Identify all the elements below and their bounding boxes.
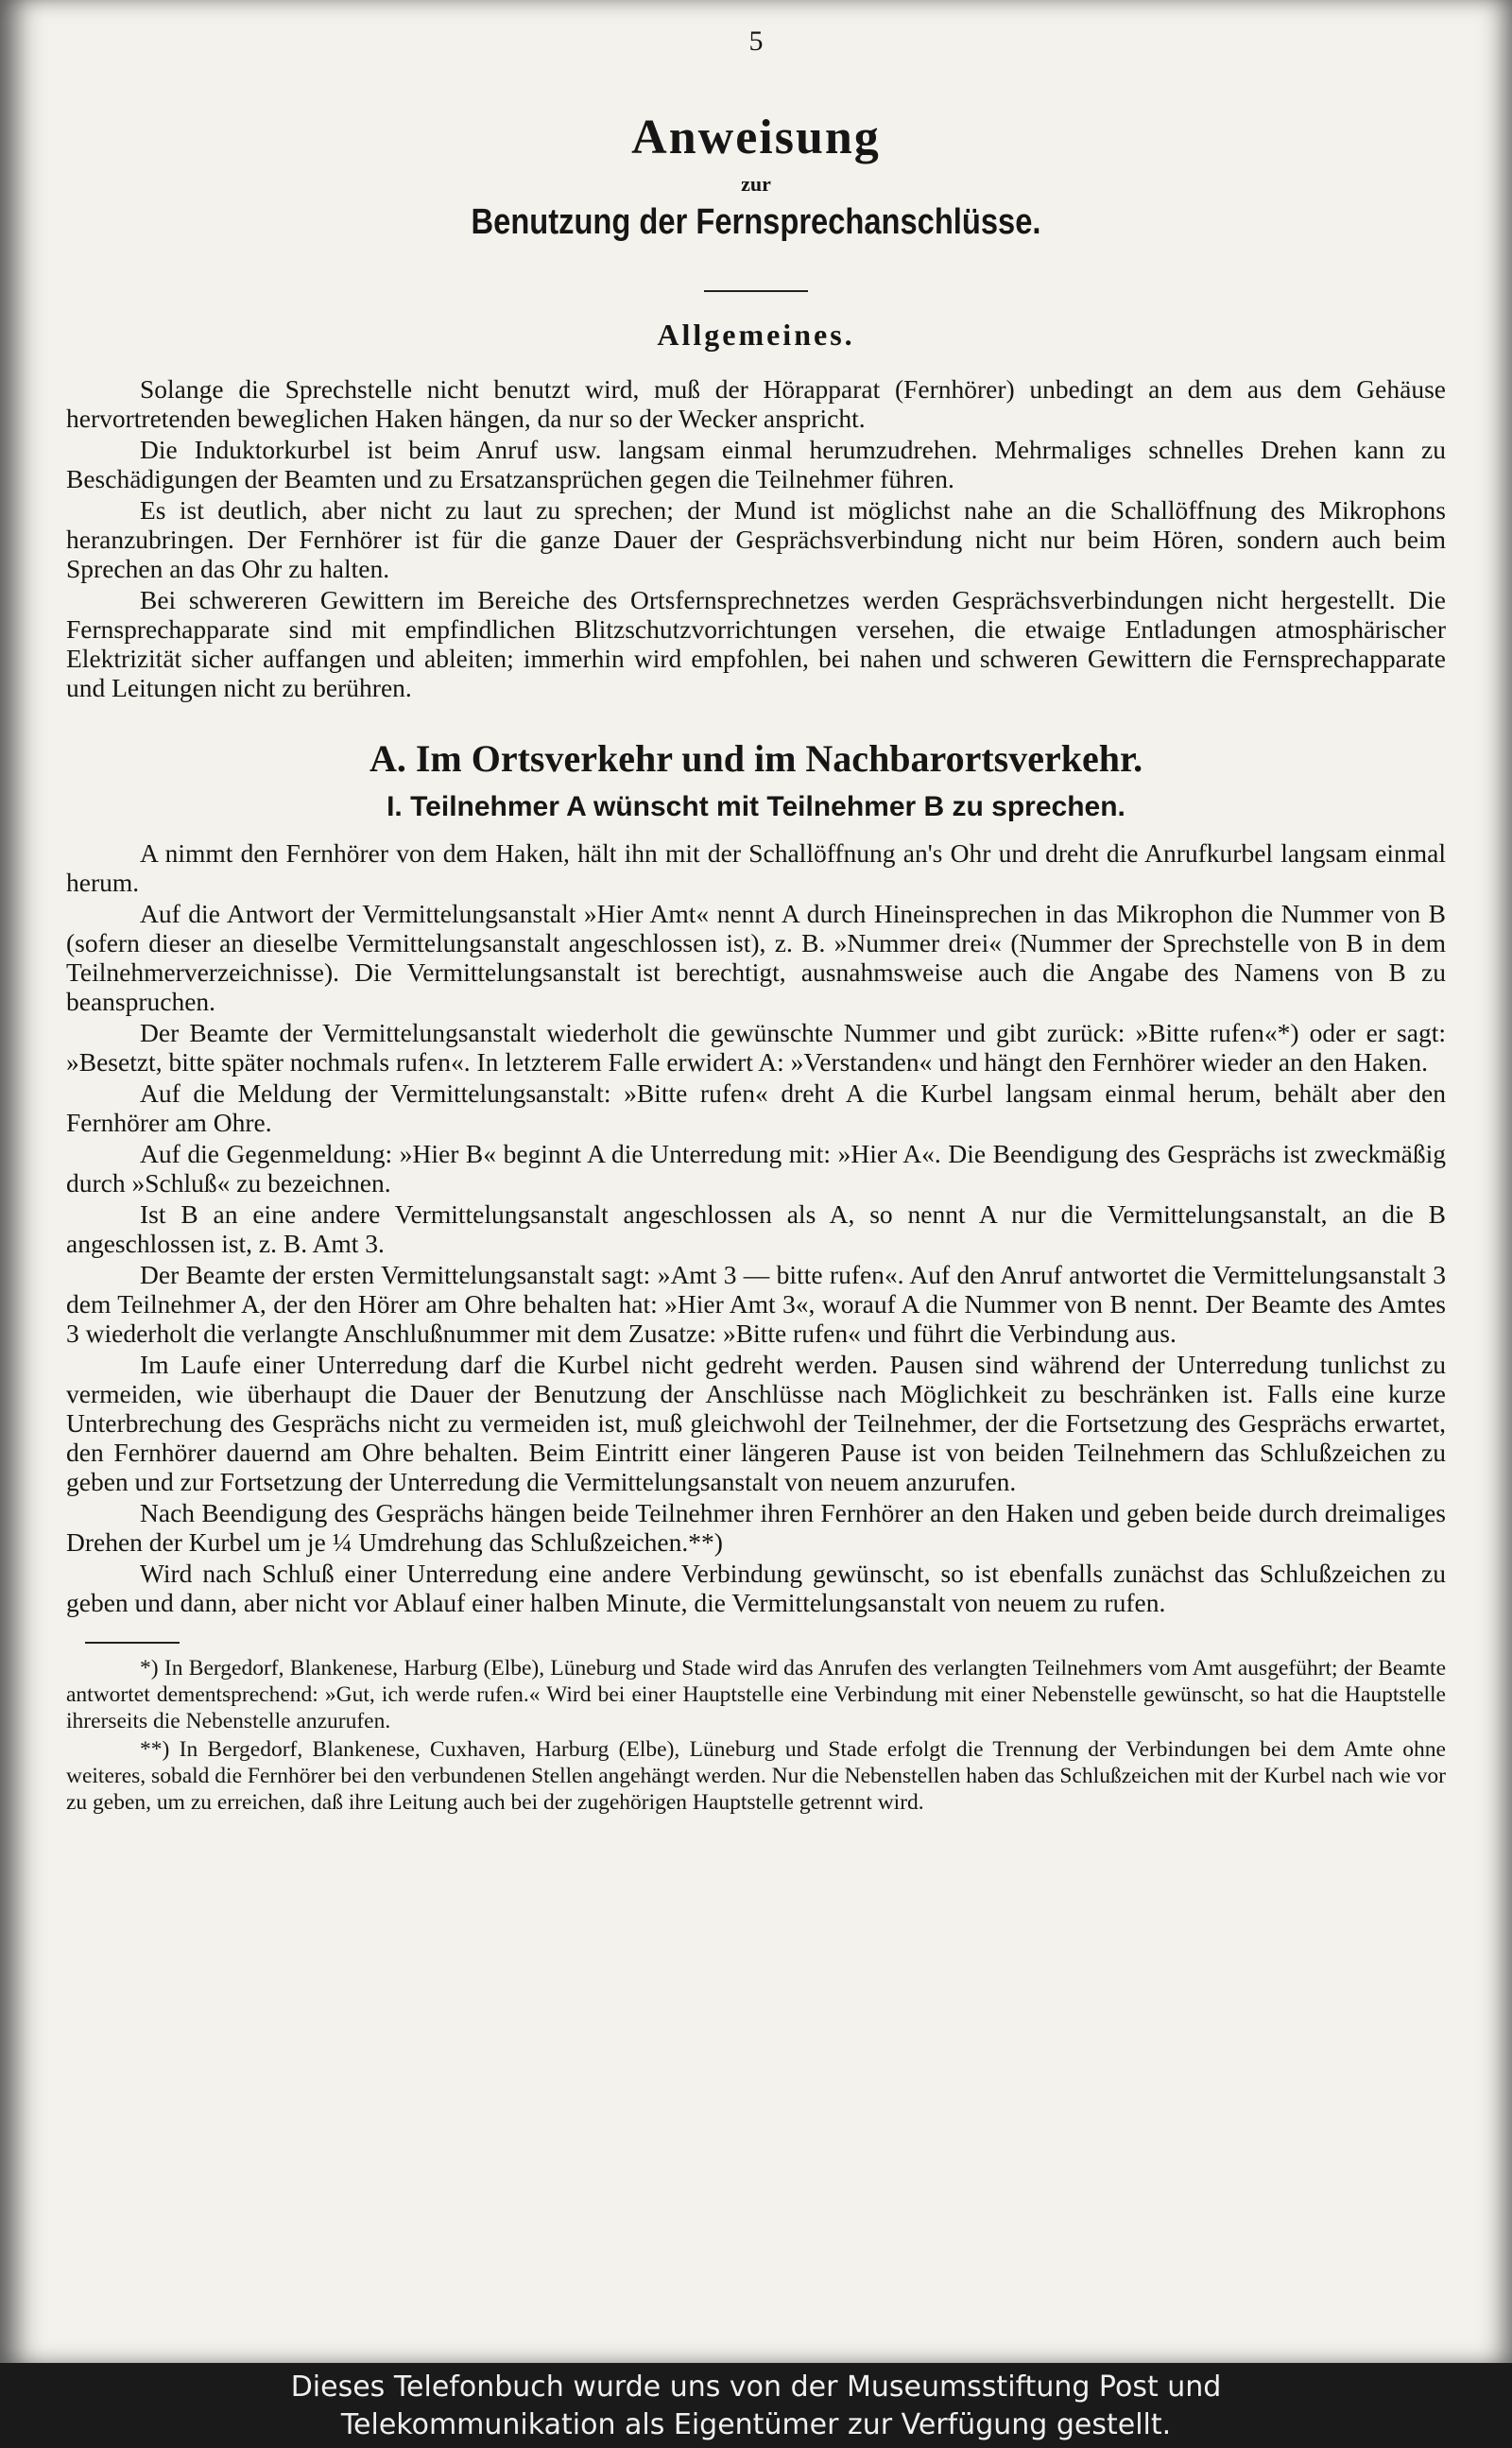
title-divider [704,290,808,292]
caption-line: Telekommunikation als Eigentümer zur Verfügung gestellt. [340,2408,1172,2441]
section-i-paragraph: Im Laufe einer Unterredung darf die Kurbel nicht gedreht werden. Pausen sind während der Unterredung tunlichst zu vermeiden, wie überhaupt die Dauer der Benutzung der Anschlüsse nach Möglichkeit zu beschränken ist. Falls eine kurze Unterbrechung des Gesprächs nicht zu vermeiden ist, muß gleichwohl der Teilnehmer, der die Fortsetzung des Gesprächs erwartet, den Fernhörer dauernd am Ohre behalten. Beim Eintritt einer längeren Pause ist von beiden Teilnehmern das Schlußzeichen zu geben und zur Fortsetzung der Unterredung die Vermittelungsanstalt von neuem anzurufen. [66,1350,1446,1496]
document-body [66,26,1446,1818]
section-a-heading: A. Im Ortsverkehr und im Nachbarortsverkehr. [369,737,1143,780]
section-i-paragraph: Nach Beendigung des Gesprächs hängen beide Teilnehmer ihren Fernhörer an den Haken und geben beide durch dreimaliges Drehen der Kurbel um je ¼ Umdrehung das Schlußzeichen.**) [66,1498,1446,1557]
page-number: 5 [748,26,764,57]
section-i-paragraph: Der Beamte der ersten Vermittelungsanstalt sagt: »Amt 3 — bitte rufen«. Auf den Anruf antwortet die Vermittelungsanstalt 3 dem Teilnehmer A, der den Hörer am Ohre behalten hat: »Hier Amt 3«, worauf A die Nummer von B nennt. Der Beamte des Amtes 3 wiederholt die verlangte Anschlußnummer mit dem Zusatze: »Bitte rufen« und führt die Verbindung aus. [66,1260,1446,1348]
document-subtitle: Benutzung der Fernsprechanschlüsse. [471,202,1041,242]
general-paragraph: Es ist deutlich, aber nicht zu laut zu sprechen; der Mund ist möglichst nahe an die Schallöffnung des Mikrophons heranzubringen. Der Fernhörer ist für die ganze Dauer der Gesprächsverbindung nicht nur beim Hören, sondern auch beim Sprechen an das Ohr zu halten. [66,495,1446,583]
document-title: Anweisung [631,111,881,164]
title-connector: zur [741,172,771,196]
footnote: **) In Bergedorf, Blankenese, Cuxhaven, Harburg (Elbe), Lüneburg und Stade erfolgt die Trennung der Verbindungen bei dem Amte ohne weiteres, sobald die Fernhörer bei den verbundenen Stellen angehängt werden. Nur die Nebenstellen haben das Schlußzeichen mit der Kurbel nach wie vor zu geben, um zu erreichen, daß ihre Leitung auch bei der zugehörigen Hauptstelle getrennt wird. [66,1737,1446,1815]
section-i-paragraph: Wird nach Schluß einer Unterredung eine andere Verbindung gewünscht, so ist ebenfalls zunächst das Schlußzeichen zu geben und dann, aber nicht vor Ablauf einer halben Minute, die Vermittelungsanstalt von neuem zu rufen. [66,1559,1446,1617]
general-paragraph: Die Induktorkurbel ist beim Anruf usw. langsam einmal herumzudrehen. Mehrmaliges schnelles Drehen kann zu Beschädigungen der Beamten und zu Ersatzansprüchen gegen die Teilnehmer führen. [66,435,1446,493]
section-i-paragraph: Auf die Antwort der Vermittelungsanstalt »Hier Amt« nennt A durch Hineinsprechen in das Mikrophon die Nummer von B (sofern dieser an dieselbe Vermittelungsanstalt angeschlossen ist), z. B. »Nummer drei« (Nummer der Sprechstelle von B in dem Teilnehmerverzeichnisse). Die Vermittelungsanstalt ist berechtigt, ausnahmsweise auch die Angabe des Namens von B zu beanspruchen. [66,899,1446,1016]
footnote-divider [85,1642,180,1644]
section-i-paragraph: A nimmt den Fernhörer von dem Haken, hält ihn mit der Schallöffnung an's Ohr und dreht die Anrufkurbel langsam einmal herum. [66,838,1446,897]
section-i-heading: I. Teilnehmer A wünscht mit Teilnehmer B zu sprechen. [387,791,1125,822]
section-i-paragraph: Ist B an eine andere Vermittelungsanstalt angeschlossen als A, so nennt A nur die Vermittelungsanstalt, an die B angeschlossen ist, z. B. Amt 3. [66,1199,1446,1258]
section-general-heading: Allgemeines. [657,318,855,352]
caption-line: Dieses Telefonbuch wurde uns von der Museumsstiftung Post und [290,2370,1222,2404]
footnote: *) In Bergedorf, Blankenese, Harburg (Elbe), Lüneburg und Stade wird das Anrufen des verlangten Teilnehmers vom Amt ausgeführt; der Beamte antwortet dementsprechend: »Gut, ich werde rufen.« Wird bei einer Hauptstelle eine Verbindung mit einer Nebenstelle gewünscht, so hat die Hauptstelle ihrerseits die Nebenstelle anzurufen. [66,1656,1446,1733]
copyright-caption [0,2363,1512,2448]
section-i-paragraph: Der Beamte der Vermittelungsanstalt wiederholt die gewünschte Nummer und gibt zurück: »Bitte rufen«*) oder er sagt: »Besetzt, bitte später nochmals rufen«. In letzterem Falle erwidert A: »Verstanden« und hängt den Fernhörer wieder an den Haken. [66,1018,1446,1077]
section-i-paragraph: Auf die Meldung der Vermittelungsanstalt: »Bitte rufen« dreht A die Kurbel langsam einmal herum, behält aber den Fernhörer am Ohre. [66,1078,1446,1137]
general-paragraph: Solange die Sprechstelle nicht benutzt wird, muß der Hörapparat (Fernhörer) unbedingt an dem aus dem Gehäuse hervortretenden beweglichen Haken hängen, da nur so der Wecker anspricht. [66,374,1446,433]
general-paragraph: Bei schwereren Gewittern im Bereiche des Ortsfernsprechnetzes werden Gesprächsverbindungen nicht hergestellt. Die Fernsprechapparate sind mit empfindlichen Blitzschutzvorrichtungen versehen, die etwaige Entladungen atmosphärischer Elektrizität sicher auffangen und ableiten; immerhin wird empfohlen, bei nahen und schweren Gewittern die Fernsprechapparate und Leitungen nicht zu berühren. [66,585,1446,702]
section-i-paragraph: Auf die Gegenmeldung: »Hier B« beginnt A die Unterredung mit: »Hier A«. Die Beendigung des Gesprächs ist zweckmäßig durch »Schluß« zu bezeichnen. [66,1139,1446,1198]
